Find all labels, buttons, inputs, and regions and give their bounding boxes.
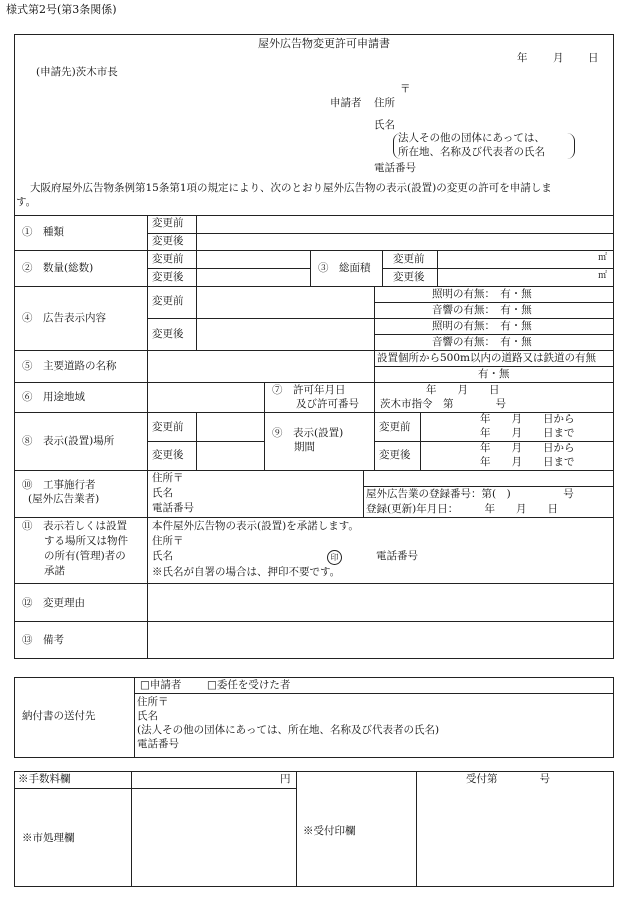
type-after-label: 変更後 <box>152 235 184 247</box>
type-before-label: 変更前 <box>152 217 184 229</box>
quantity-before-label: 変更前 <box>152 253 184 265</box>
contractor-name-label: 氏名 <box>152 487 173 499</box>
content-before-label: 変更前 <box>152 295 184 307</box>
form-label: 様式第2号(第3条関係) <box>6 3 117 16</box>
billing-address-label: 住所〒 <box>137 696 169 708</box>
consent-statement: 本件屋外広告物の表示(設置)を承諾します。 <box>152 520 359 532</box>
billing-name-label: 氏名 <box>137 710 158 722</box>
receipt-stamp-label: ※受付印欄 <box>303 825 356 837</box>
permit-number-field: 茨木市指令 第 号 <box>380 398 506 410</box>
row-label-quantity: ② 数量(総数) <box>22 262 94 274</box>
consent-name-label: 氏名 <box>152 550 173 562</box>
consent-phone-label: 電話番号 <box>376 550 418 562</box>
area-after-unit: ㎡ <box>598 271 608 281</box>
consent-address-label: 住所〒 <box>152 535 184 547</box>
period-before-from: 年 月 日から <box>480 413 575 425</box>
period-before-label: 変更前 <box>379 421 411 433</box>
contractor-phone-label: 電話番号 <box>152 502 194 514</box>
contractor-registration-number: 屋外広告業の登録番号：第( ) 号 <box>366 488 574 500</box>
area-before-label: 変更前 <box>393 253 425 265</box>
billing-table <box>14 677 614 758</box>
road-question: 設置個所から500m以内の道路又は鉄道の有無 <box>377 352 596 364</box>
period-before-to: 年 月 日まで <box>480 427 575 439</box>
lighting-before: 照明の有無： 有・無 <box>432 288 532 300</box>
row-label-owner: ⑪ 表示若しくは設置 <box>22 520 127 532</box>
row-label-owner-3: の所有(管理)者の <box>44 550 126 562</box>
row-label-owner-4: 承諾 <box>44 565 65 577</box>
contractor-address-label: 住所〒 <box>152 472 184 484</box>
row-label-contractor: ⑩ 工事施行者 <box>22 479 96 491</box>
sound-before: 音響の有無： 有・無 <box>432 304 532 316</box>
intro-text-end: す。 <box>16 196 37 208</box>
consent-note: ※氏名が自署の場合は、押印不要です。 <box>152 566 341 578</box>
row-label-remarks: ⑬ 備考 <box>22 634 64 646</box>
lighting-after: 照明の有無： 有・無 <box>432 320 532 332</box>
billing-label: 納付書の送付先 <box>22 710 96 722</box>
row-label-period-2: 期間 <box>294 441 315 453</box>
period-after-label: 変更後 <box>379 449 411 461</box>
billing-corp-note: (法人その他の団体にあっては、所在地、名称及び代表者の氏名) <box>137 724 440 736</box>
row-label-location: ⑧ 表示(設置)場所 <box>22 435 115 447</box>
row-label-total-area: ③ 総面積 <box>318 262 371 274</box>
receipt-number: 受付第 号 <box>466 773 550 785</box>
seal-mark: 印 <box>327 550 342 565</box>
row-label-type: ① 種類 <box>22 226 64 238</box>
location-before-label: 変更前 <box>152 421 184 433</box>
row-label-permit-number: 及び許可番号 <box>296 398 359 410</box>
city-processing-label: ※市処理欄 <box>22 832 75 844</box>
billing-option-agent[interactable]: □委任を受けた者 <box>207 679 291 691</box>
sound-after: 音響の有無： 有・無 <box>432 336 532 348</box>
form-title: 屋外広告物変更許可申請書 <box>258 37 390 50</box>
row-label-reason: ⑫ 変更理由 <box>22 597 85 609</box>
corp-note-2: 所在地、名称及び代表者の氏名 <box>398 146 545 158</box>
date-day: 日 <box>588 52 599 64</box>
row-label-owner-2: する場所又は物件 <box>44 535 128 547</box>
applicant-address-label: 住所 <box>374 97 395 109</box>
row-label-permit-date: ⑦ 許可年月日 <box>272 384 346 396</box>
location-after-label: 変更後 <box>152 449 184 461</box>
quantity-after-label: 変更後 <box>152 271 184 283</box>
addressee: (申請先)茨木市長 <box>36 66 118 78</box>
applicant-name-label: 氏名 <box>374 119 395 131</box>
row-label-content: ④ 広告表示内容 <box>22 312 106 324</box>
content-after-label: 変更後 <box>152 328 184 340</box>
permit-date-field: 年 月 日 <box>426 384 500 396</box>
row-label-zone: ⑥ 用途地域 <box>22 391 85 403</box>
row-label-road: ⑤ 主要道路の名称 <box>22 360 117 372</box>
billing-phone-label: 電話番号 <box>137 738 179 750</box>
postal-mark: 〒 <box>400 83 411 95</box>
road-answer: 有・無 <box>478 368 510 380</box>
area-before-unit: ㎡ <box>598 253 608 263</box>
date-year: 年 <box>517 52 528 64</box>
fee-label: ※手数料欄 <box>18 773 71 785</box>
contractor-registration-date: 登録(更新)年月日： 年 月 日 <box>366 503 558 515</box>
row-label-contractor-2: (屋外広告業者) <box>28 493 100 505</box>
row-label-period: ⑨ 表示(設置) <box>272 427 344 439</box>
period-after-from: 年 月 日から <box>480 442 575 454</box>
applicant-label: 申請者 <box>330 97 362 109</box>
fee-yen-unit: 円 <box>280 773 291 785</box>
applicant-phone-label: 電話番号 <box>374 162 416 174</box>
intro-text: 大阪府屋外広告物条例第15条第1項の規定により、次のとおり屋外広告物の表示(設置)の変更の許可を申請しま <box>30 182 552 194</box>
area-after-label: 変更後 <box>393 271 425 283</box>
period-after-to: 年 月 日まで <box>480 456 575 468</box>
date-month: 月 <box>553 52 564 64</box>
billing-option-applicant[interactable]: □申請者 <box>140 679 182 691</box>
corp-note-1: 法人その他の団体にあっては、 <box>398 132 545 144</box>
